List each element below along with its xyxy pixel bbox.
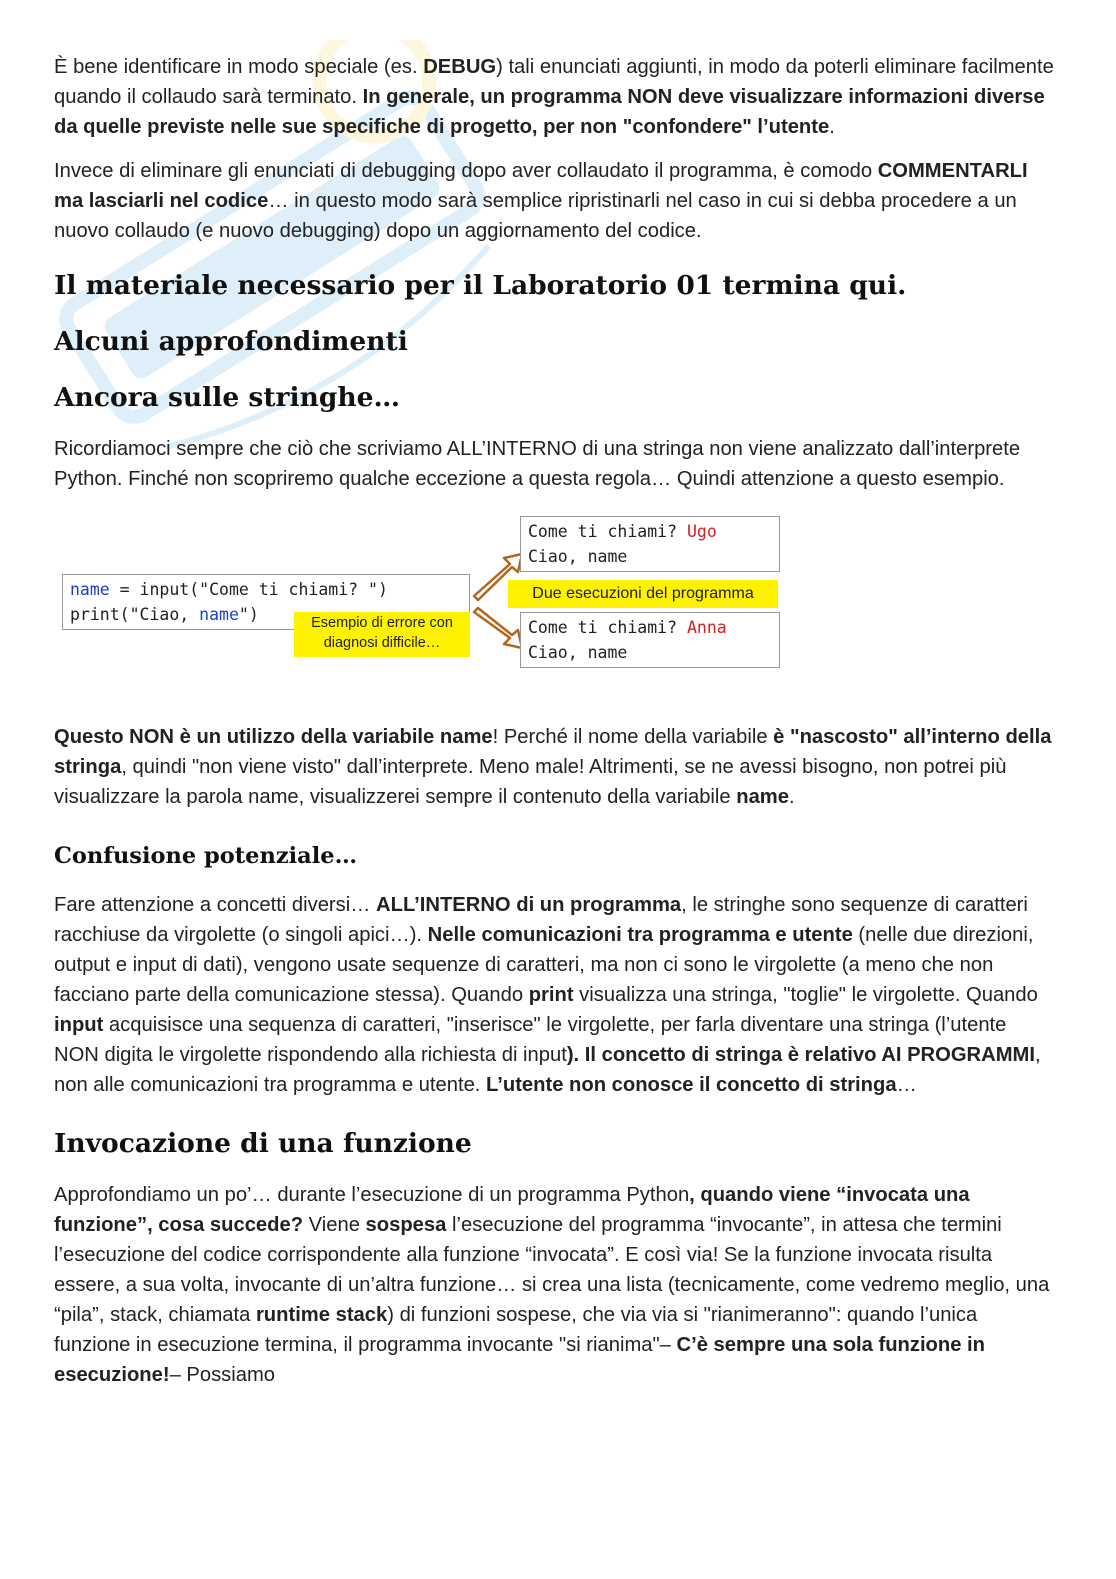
paragraph-confusione: Fare attenzione a concetti diversi… ALL’INTERNO di un programma, le stringhe sono sequenze di caratteri racchiuse da virgolette (o singoli apici…). Nelle comunicazioni tra programma e utente (nelle due direzioni, output e input di dati), vengono usate sequenze di caratteri, ma non ci sono le virgolette (a meno che non facciano parte della comunicazione stessa). Quando print visualizza una stringa, "toglie" le virgolette. Quando input acquisisce una sequenza di caratteri, "inserisce" le virgolette, per farla diventare una stringa (l’utente NON digita le virgolette rispondendo alla richiesta di input). Il concetto di stringa è relativo AI PROGRAMMI, non alle comunicazioni tra programma e utente. L’utente non conosce il concetto di stringa… <box>54 894 1041 1096</box>
heading-invocazione: Invocazione di una funzione <box>54 1128 472 1159</box>
heading-stringhe: Ancora sulle stringhe… <box>54 382 401 413</box>
paragraph-debug: È bene identificare in modo speciale (es. DEBUG) tali enunciati aggiunti, in modo da poterli eliminare facilmente quando il collaudo sarà terminato. In generale, un programma NON deve visualizzare informazioni diverse da quelle previste nelle sue specifiche di progetto, per non "confondere" l’utente. <box>54 56 1054 138</box>
arrow-down-icon <box>474 608 522 648</box>
code-example-figure <box>54 516 1054 706</box>
document-page <box>54 52 1054 1390</box>
paragraph-invocazione: Approfondiamo un po’… durante l’esecuzione di un programma Python, quando viene “invocata una funzione”, cosa succede? Viene sospesa l’esecuzione del programma “invocante”, in attesa che termini l’esecuzione del codice corrispondente alla funzione “invocata”. E così via! Se la funzione invocata risulta essere, a sua volta, invocante di un’altra funzione… si crea una lista (tecnicamente, come vedremo meglio, una “pila”, stack, chiamata runtime stack) di funzioni sospese, che via via si "rianimeranno": quando l’unica funzione in esecuzione termina, il programma invocante "si rianima"– C’è sempre una sola funzione in esecuzione!– Possiamo <box>54 1184 1050 1386</box>
execution-output-1: Come ti chiami? Ugo Ciao, name <box>520 516 780 572</box>
user-input: Ugo <box>686 522 717 541</box>
heading-confusione: Confusione potenziale… <box>54 843 358 869</box>
paragraph-commentarli: Invece di eliminare gli enunciati di debugging dopo aver collaudato il programma, è comodo COMMENTARLI ma lasciarli nel codice… in questo modo sarà semplice ripristinarli nel caso in cui si debba procedere a un nuovo collaudo (e nuovo debugging) dopo un aggiornamento del codice. <box>54 160 1028 242</box>
heading-lab-end: Il materiale necessario per il Laboratorio 01 termina qui. <box>54 270 907 301</box>
heading-approfondimenti: Alcuni approfondimenti <box>54 326 408 357</box>
variable-name: name <box>199 605 239 624</box>
user-input: Anna <box>686 618 727 637</box>
paragraph-variabile-name: Questo NON è un utilizzo della variabile name! Perché il nome della variabile è "nascosto" all’interno della stringa, quindi "non viene visto" dall’interprete. Meno male! Altrimenti, se ne avessi bisogno, non potrei più visualizzare la parola name, visualizzerei sempre il contenuto della variabile name. <box>54 726 1052 808</box>
paragraph-stringhe: Ricordiamoci sempre che ciò che scriviamo ALL’INTERNO di una stringa non viene analizzato dall’interprete Python. Finché non scopriremo qualche eccezione a questa regola… Quindi attenzione a questo esempio. <box>54 438 1021 490</box>
error-note: Esempio di errore con diagnosi difficile… <box>294 612 470 657</box>
variable-name: name <box>70 580 110 599</box>
execution-output-2: Come ti chiami? Anna Ciao, name <box>520 612 780 668</box>
runs-label: Due esecuzioni del programma <box>508 580 778 608</box>
code-snippet: name = input("Come ti chiami? ") print("Ciao, name") <box>62 574 470 630</box>
